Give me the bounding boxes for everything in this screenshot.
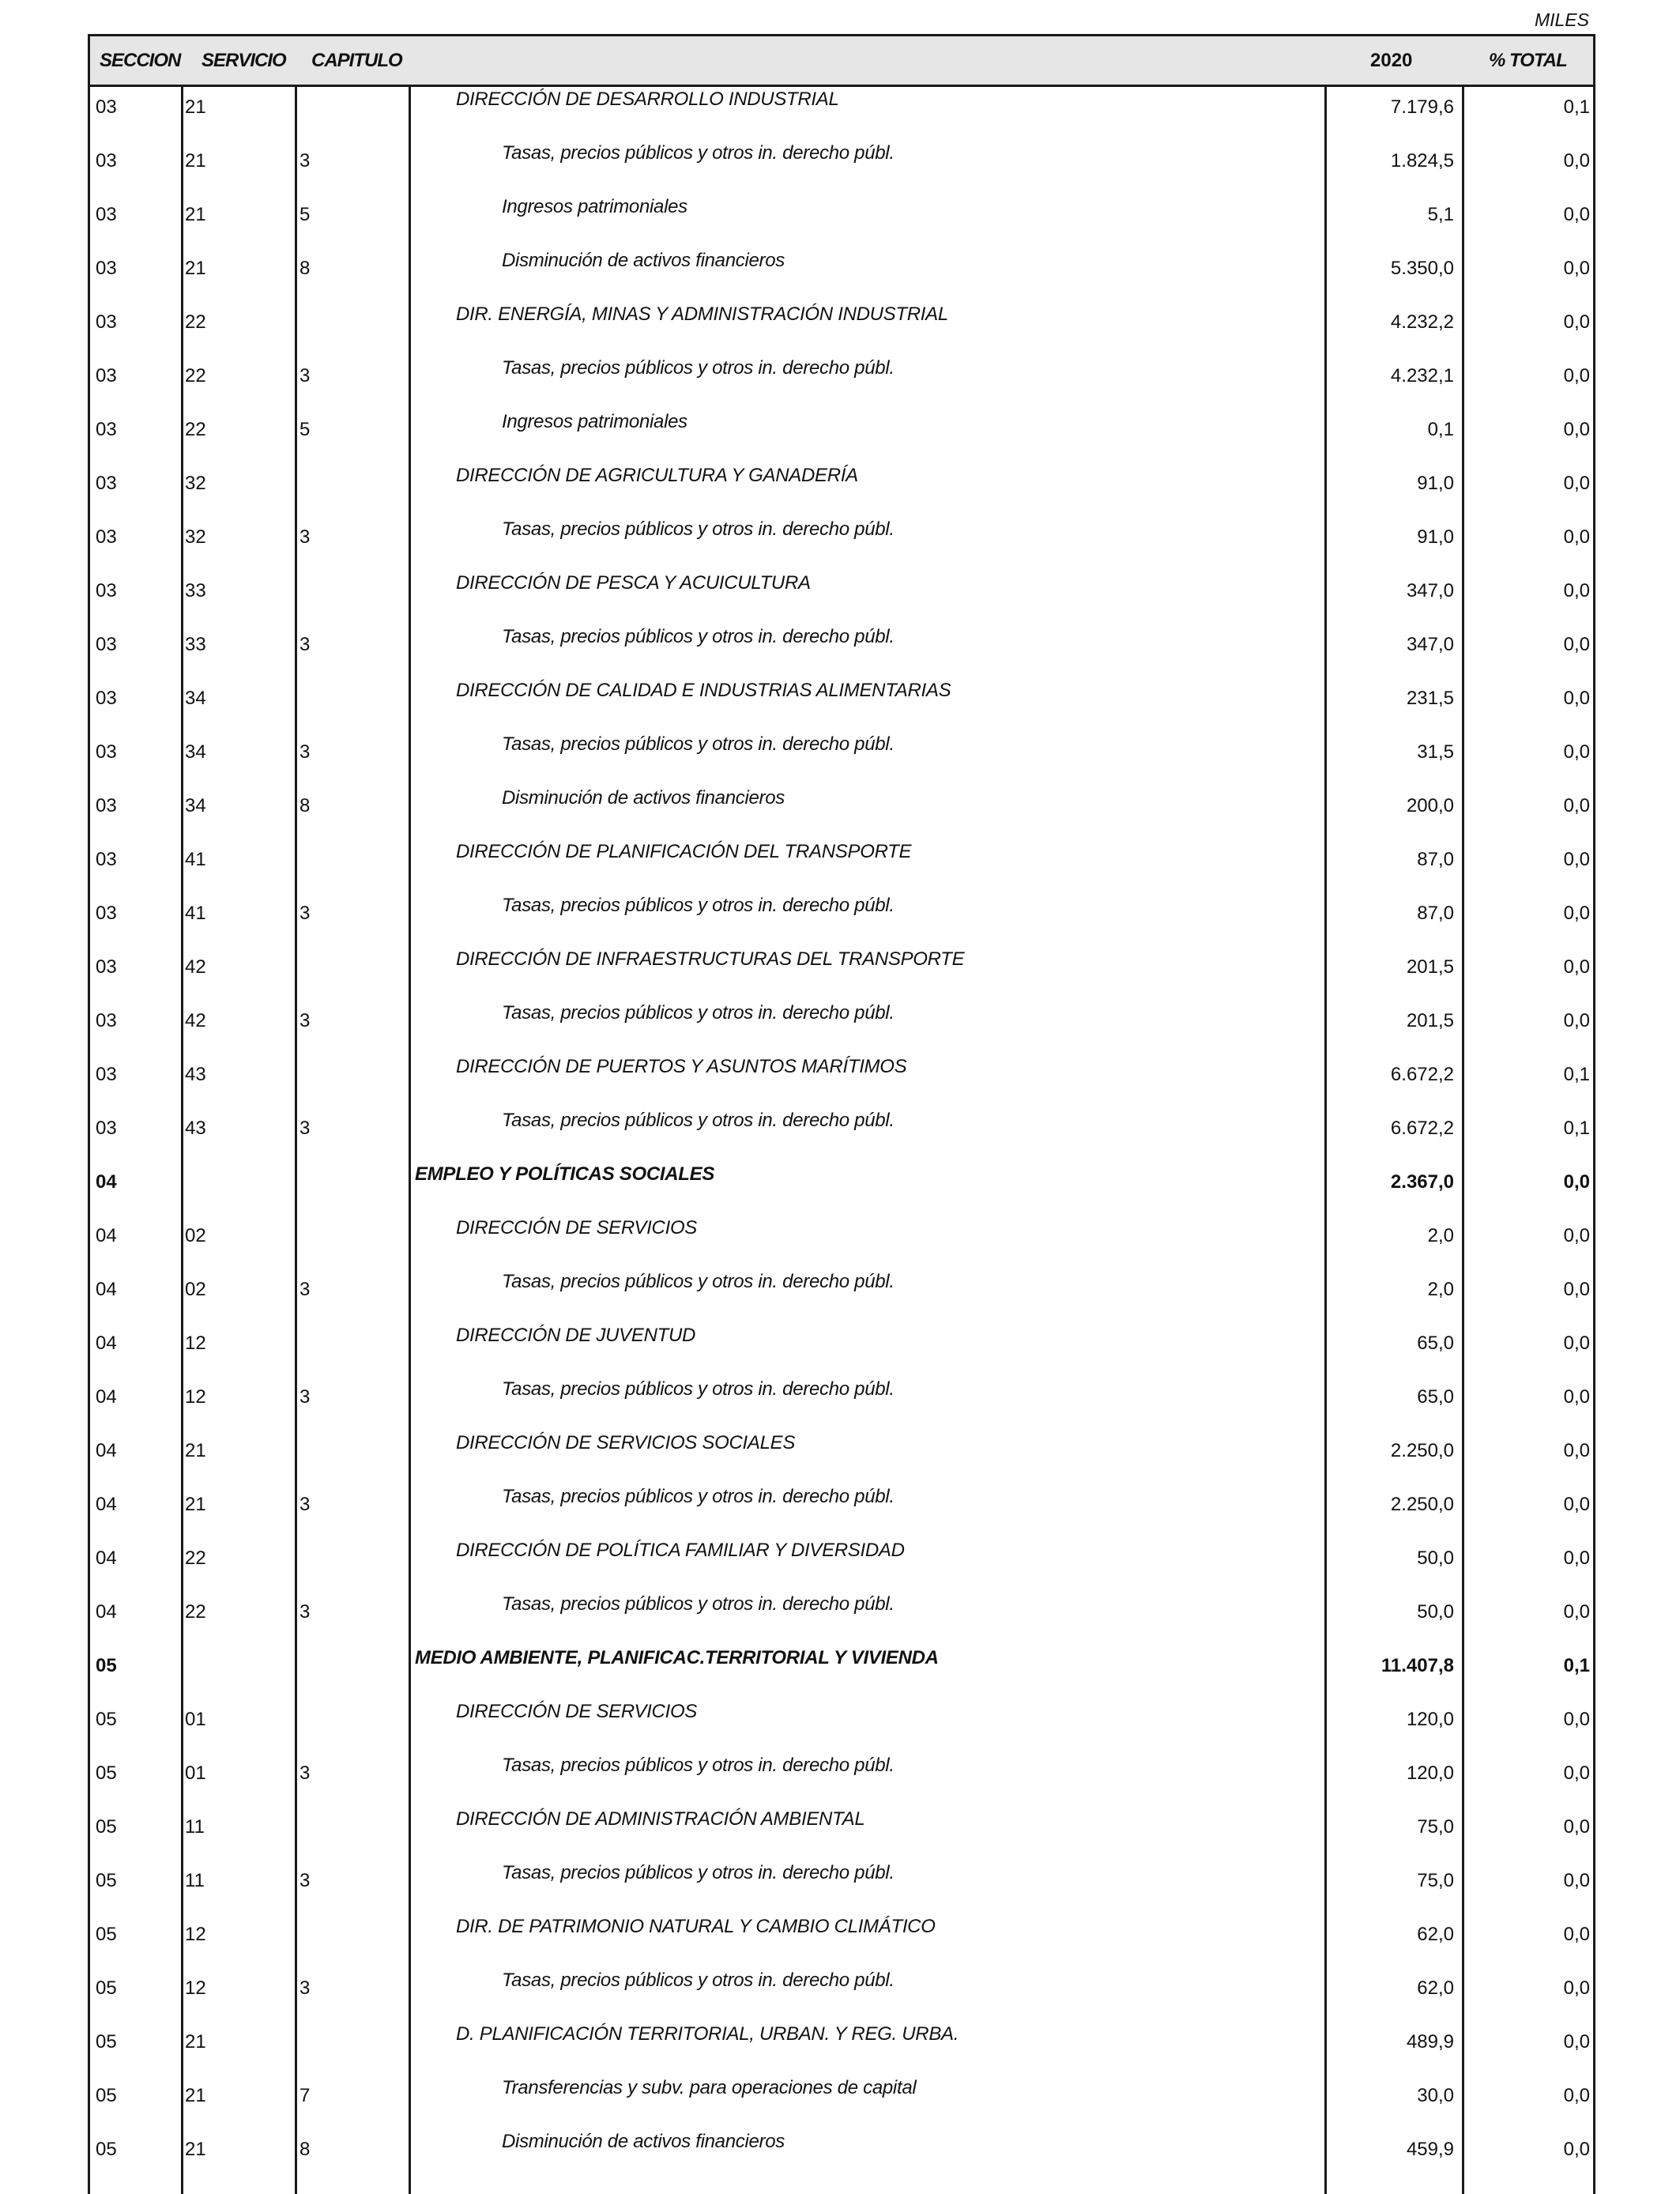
cell-servicio: 21 bbox=[185, 258, 206, 279]
cell-amount: 11.407,8 bbox=[1381, 1655, 1454, 1676]
cell-pct-total: 0,0 bbox=[1563, 1762, 1590, 1784]
header-seccion: SECCION bbox=[100, 50, 181, 71]
cell-amount: 30,0 bbox=[1417, 2085, 1454, 2106]
table-row bbox=[90, 893, 1593, 947]
cell-description: EMPLEO Y POLÍTICAS SOCIALES bbox=[415, 1163, 715, 1185]
cell-servicio: 42 bbox=[185, 956, 206, 978]
cell-amount: 459,9 bbox=[1406, 2139, 1454, 2160]
cell-amount: 5,1 bbox=[1427, 204, 1454, 225]
cell-seccion: 03 bbox=[96, 634, 117, 655]
table-row bbox=[90, 1054, 1593, 1108]
cell-servicio: 21 bbox=[185, 150, 206, 172]
cell-amount: 65,0 bbox=[1417, 1386, 1454, 1408]
cell-description: Tasas, precios públicos y otros in. derecho públ. bbox=[502, 1862, 895, 1883]
cell-capitulo: 5 bbox=[299, 419, 311, 440]
cell-description: Tasas, precios públicos y otros in. derecho públ. bbox=[502, 1002, 895, 1023]
cell-pct-total: 0,0 bbox=[1563, 1601, 1590, 1623]
cell-servicio: 22 bbox=[185, 311, 206, 333]
cell-servicio: 21 bbox=[185, 96, 206, 118]
cell-servicio: 33 bbox=[185, 634, 206, 655]
table-row bbox=[90, 1431, 1593, 1484]
cell-seccion: 04 bbox=[96, 1333, 117, 1354]
cell-amount: 201,5 bbox=[1406, 1010, 1454, 1031]
table-row bbox=[90, 1968, 1593, 2022]
cell-amount: 231,5 bbox=[1406, 688, 1454, 709]
cell-amount: 2,0 bbox=[1427, 1279, 1454, 1300]
cell-servicio: 02 bbox=[185, 1279, 206, 1300]
table-row bbox=[90, 1592, 1593, 1646]
cell-seccion: 03 bbox=[96, 473, 117, 494]
table-row bbox=[90, 1323, 1593, 1377]
cell-servicio: 22 bbox=[185, 419, 206, 440]
cell-servicio: 32 bbox=[185, 526, 206, 548]
cell-capitulo: 3 bbox=[299, 1977, 311, 1999]
cell-capitulo: 8 bbox=[299, 258, 311, 279]
cell-seccion: 03 bbox=[96, 741, 117, 763]
cell-capitulo: 3 bbox=[299, 1494, 311, 1515]
cell-servicio: 22 bbox=[185, 1601, 206, 1623]
cell-description: Tasas, precios públicos y otros in. derecho públ. bbox=[502, 1378, 895, 1400]
cell-pct-total: 0,0 bbox=[1563, 526, 1590, 548]
table-row bbox=[90, 839, 1593, 893]
cell-servicio: 21 bbox=[185, 2031, 206, 2053]
cell-pct-total: 0,0 bbox=[1563, 688, 1590, 709]
cell-capitulo: 8 bbox=[299, 795, 311, 816]
cell-capitulo: 3 bbox=[299, 1601, 311, 1623]
cell-description: Ingresos patrimoniales bbox=[502, 411, 687, 432]
cell-amount: 62,0 bbox=[1417, 1924, 1454, 1945]
table-row bbox=[90, 571, 1593, 624]
table-row bbox=[90, 302, 1593, 356]
cell-seccion: 03 bbox=[96, 956, 117, 978]
cell-seccion: 04 bbox=[96, 1279, 117, 1300]
cell-pct-total: 0,0 bbox=[1563, 1547, 1590, 1569]
table-body bbox=[90, 87, 1593, 2183]
table-row bbox=[90, 1108, 1593, 1162]
cell-servicio: 01 bbox=[185, 1709, 206, 1730]
cell-amount: 7.179,6 bbox=[1390, 96, 1454, 118]
cell-pct-total: 0,0 bbox=[1563, 956, 1590, 978]
cell-pct-total: 0,0 bbox=[1563, 1977, 1590, 1999]
cell-servicio: 34 bbox=[185, 795, 206, 816]
cell-seccion: 04 bbox=[96, 1494, 117, 1515]
cell-amount: 201,5 bbox=[1406, 956, 1454, 978]
cell-seccion: 03 bbox=[96, 795, 117, 816]
cell-pct-total: 0,0 bbox=[1563, 2139, 1590, 2160]
table-row bbox=[90, 786, 1593, 839]
cell-description: Tasas, precios públicos y otros in. derecho públ. bbox=[502, 895, 895, 916]
cell-pct-total: 0,0 bbox=[1563, 1816, 1590, 1838]
cell-seccion: 05 bbox=[96, 1977, 117, 1999]
cell-seccion: 05 bbox=[96, 1762, 117, 1784]
cell-servicio: 22 bbox=[185, 365, 206, 386]
cell-description: DIRECCIÓN DE INFRAESTRUCTURAS DEL TRANSPORTE bbox=[456, 948, 965, 970]
cell-seccion: 03 bbox=[96, 526, 117, 548]
cell-pct-total: 0,0 bbox=[1563, 204, 1590, 225]
cell-amount: 2,0 bbox=[1427, 1225, 1454, 1246]
table-row bbox=[90, 1699, 1593, 1753]
cell-capitulo: 3 bbox=[299, 903, 311, 924]
cell-description: MEDIO AMBIENTE, PLANIFICAC.TERRITORIAL Y VIVIENDA bbox=[415, 1647, 939, 1668]
cell-pct-total: 0,0 bbox=[1563, 419, 1590, 440]
table-row bbox=[90, 624, 1593, 678]
table-row bbox=[90, 517, 1593, 571]
cell-seccion: 03 bbox=[96, 580, 117, 601]
cell-servicio: 42 bbox=[185, 1010, 206, 1031]
cell-amount: 0,1 bbox=[1427, 419, 1454, 440]
cell-description: Tasas, precios públicos y otros in. derecho públ. bbox=[502, 626, 895, 647]
cell-description: Tasas, precios públicos y otros in. derecho públ. bbox=[502, 733, 895, 755]
table-row bbox=[90, 1377, 1593, 1431]
cell-amount: 2.250,0 bbox=[1390, 1494, 1454, 1515]
table-row bbox=[90, 1538, 1593, 1592]
cell-description: DIR. DE PATRIMONIO NATURAL Y CAMBIO CLIMÁTICO bbox=[456, 1916, 936, 1937]
cell-capitulo: 3 bbox=[299, 526, 311, 548]
cell-capitulo: 7 bbox=[299, 2085, 311, 2106]
table-row bbox=[90, 1860, 1593, 1914]
cell-servicio: 43 bbox=[185, 1064, 206, 1085]
cell-pct-total: 0,1 bbox=[1563, 1064, 1590, 1085]
cell-seccion: 03 bbox=[96, 96, 117, 118]
table-row bbox=[90, 1269, 1593, 1323]
cell-amount: 91,0 bbox=[1417, 526, 1454, 548]
table-row bbox=[90, 463, 1593, 517]
cell-servicio: 41 bbox=[185, 849, 206, 870]
cell-description: Tasas, precios públicos y otros in. derecho públ. bbox=[502, 357, 895, 379]
table-row bbox=[90, 1807, 1593, 1860]
cell-capitulo: 3 bbox=[299, 1118, 311, 1139]
table-header bbox=[90, 36, 1593, 87]
cell-servicio: 11 bbox=[185, 1870, 205, 1891]
cell-servicio: 12 bbox=[185, 1386, 206, 1408]
cell-amount: 50,0 bbox=[1417, 1547, 1454, 1569]
cell-servicio: 22 bbox=[185, 1547, 206, 1569]
cell-description: D. PLANIFICACIÓN TERRITORIAL, URBAN. Y REG. URBA. bbox=[456, 2023, 959, 2045]
cell-pct-total: 0,0 bbox=[1563, 473, 1590, 494]
cell-amount: 347,0 bbox=[1406, 580, 1454, 601]
table-row bbox=[90, 248, 1593, 302]
cell-description: DIR. ENERGÍA, MINAS Y ADMINISTRACIÓN INDUSTRIAL bbox=[456, 303, 948, 325]
cell-servicio: 02 bbox=[185, 1225, 206, 1246]
cell-description: Tasas, precios públicos y otros in. derecho públ. bbox=[502, 1110, 895, 1131]
cell-description: DIRECCIÓN DE JUVENTUD bbox=[456, 1325, 696, 1346]
cell-pct-total: 0,0 bbox=[1563, 795, 1590, 816]
cell-seccion: 04 bbox=[96, 1386, 117, 1408]
cell-pct-total: 0,0 bbox=[1563, 2085, 1590, 2106]
cell-seccion: 03 bbox=[96, 419, 117, 440]
table-row bbox=[90, 1646, 1593, 1699]
table-row bbox=[90, 1216, 1593, 1269]
cell-amount: 62,0 bbox=[1417, 1977, 1454, 1999]
cell-pct-total: 0,0 bbox=[1563, 1225, 1590, 1246]
cell-servicio: 21 bbox=[185, 1494, 206, 1515]
cell-amount: 4.232,1 bbox=[1390, 365, 1454, 386]
cell-description: DIRECCIÓN DE SERVICIOS SOCIALES bbox=[456, 1432, 796, 1453]
cell-amount: 65,0 bbox=[1417, 1333, 1454, 1354]
budget-table bbox=[88, 34, 1595, 2194]
table-row bbox=[90, 947, 1593, 1001]
cell-amount: 87,0 bbox=[1417, 903, 1454, 924]
cell-description: Disminución de activos financieros bbox=[502, 250, 785, 271]
cell-seccion: 04 bbox=[96, 1440, 117, 1461]
cell-seccion: 04 bbox=[96, 1171, 117, 1193]
cell-amount: 31,5 bbox=[1417, 741, 1454, 763]
cell-servicio: 21 bbox=[185, 204, 206, 225]
cell-description: Tasas, precios públicos y otros in. derecho públ. bbox=[502, 1486, 895, 1507]
cell-seccion: 05 bbox=[96, 1709, 117, 1730]
cell-servicio: 34 bbox=[185, 741, 206, 763]
cell-description: DIRECCIÓN DE PESCA Y ACUICULTURA bbox=[456, 572, 811, 594]
cell-pct-total: 0,0 bbox=[1563, 1709, 1590, 1730]
cell-capitulo: 3 bbox=[299, 365, 311, 386]
cell-amount: 489,9 bbox=[1406, 2031, 1454, 2053]
cell-seccion: 03 bbox=[96, 311, 117, 333]
cell-amount: 75,0 bbox=[1417, 1870, 1454, 1891]
table-row bbox=[90, 2075, 1593, 2129]
cell-description: Tasas, precios públicos y otros in. derecho públ. bbox=[502, 1755, 895, 1776]
cell-servicio: 21 bbox=[185, 2085, 206, 2106]
cell-capitulo: 3 bbox=[299, 741, 311, 763]
cell-pct-total: 0,0 bbox=[1563, 741, 1590, 763]
table-row bbox=[90, 1001, 1593, 1054]
cell-capitulo: 3 bbox=[299, 1870, 311, 1891]
cell-pct-total: 0,0 bbox=[1563, 849, 1590, 870]
cell-pct-total: 0,0 bbox=[1563, 1279, 1590, 1300]
cell-description: Disminución de activos financieros bbox=[502, 2131, 785, 2152]
cell-seccion: 03 bbox=[96, 365, 117, 386]
cell-amount: 50,0 bbox=[1417, 1601, 1454, 1623]
cell-amount: 2.250,0 bbox=[1390, 1440, 1454, 1461]
cell-seccion: 03 bbox=[96, 1064, 117, 1085]
cell-pct-total: 0,0 bbox=[1563, 1440, 1590, 1461]
table-row bbox=[90, 678, 1593, 732]
cell-seccion: 03 bbox=[96, 1118, 117, 1139]
cell-amount: 75,0 bbox=[1417, 1816, 1454, 1838]
cell-description: Tasas, precios públicos y otros in. derecho públ. bbox=[502, 1970, 895, 1991]
cell-pct-total: 0,1 bbox=[1563, 1118, 1590, 1139]
table-row bbox=[90, 141, 1593, 194]
cell-servicio: 12 bbox=[185, 1924, 206, 1945]
header-capitulo: CAPITULO bbox=[311, 50, 402, 71]
cell-amount: 1.824,5 bbox=[1390, 150, 1454, 172]
table-row bbox=[90, 732, 1593, 786]
header-pct-total: % TOTAL bbox=[1489, 50, 1567, 71]
header-servicio: SERVICIO bbox=[202, 50, 286, 71]
table-row bbox=[90, 194, 1593, 248]
cell-seccion: 03 bbox=[96, 258, 117, 279]
cell-seccion: 05 bbox=[96, 1924, 117, 1945]
cell-seccion: 05 bbox=[96, 1870, 117, 1891]
cell-description: Disminución de activos financieros bbox=[502, 787, 785, 809]
cell-seccion: 05 bbox=[96, 1816, 117, 1838]
cell-servicio: 21 bbox=[185, 2139, 206, 2160]
cell-description: Transferencias y subv. para operaciones de capital bbox=[502, 2077, 917, 2098]
cell-pct-total: 0,1 bbox=[1563, 96, 1590, 118]
cell-description: DIRECCIÓN DE PLANIFICACIÓN DEL TRANSPORTE bbox=[456, 841, 912, 862]
table-row bbox=[90, 87, 1593, 141]
table-row bbox=[90, 1914, 1593, 1968]
cell-description: Tasas, precios públicos y otros in. derecho públ. bbox=[502, 142, 895, 164]
cell-pct-total: 0,0 bbox=[1563, 1870, 1590, 1891]
cell-pct-total: 0,0 bbox=[1563, 1494, 1590, 1515]
cell-pct-total: 0,0 bbox=[1563, 1386, 1590, 1408]
cell-servicio: 01 bbox=[185, 1762, 206, 1784]
cell-description: DIRECCIÓN DE SERVICIOS bbox=[456, 1217, 698, 1238]
cell-description: DIRECCIÓN DE POLÍTICA FAMILIAR Y DIVERSIDAD bbox=[456, 1540, 905, 1561]
cell-pct-total: 0,0 bbox=[1563, 365, 1590, 386]
cell-servicio: 33 bbox=[185, 580, 206, 601]
cell-description: Tasas, precios públicos y otros in. derecho públ. bbox=[502, 1271, 895, 1292]
cell-description: DIRECCIÓN DE ADMINISTRACIÓN AMBIENTAL bbox=[456, 1808, 865, 1830]
cell-pct-total: 0,0 bbox=[1563, 1333, 1590, 1354]
cell-seccion: 04 bbox=[96, 1601, 117, 1623]
cell-servicio: 43 bbox=[185, 1118, 206, 1139]
cell-seccion: 03 bbox=[96, 204, 117, 225]
cell-seccion: 05 bbox=[96, 2085, 117, 2106]
cell-pct-total: 0,0 bbox=[1563, 258, 1590, 279]
cell-description: DIRECCIÓN DE CALIDAD E INDUSTRIAS ALIMENTARIAS bbox=[456, 680, 951, 701]
header-year: 2020 bbox=[1370, 50, 1413, 71]
cell-amount: 4.232,2 bbox=[1390, 311, 1454, 333]
cell-amount: 91,0 bbox=[1417, 473, 1454, 494]
cell-servicio: 12 bbox=[185, 1333, 206, 1354]
cell-description: DIRECCIÓN DE PUERTOS Y ASUNTOS MARÍTIMOS bbox=[456, 1056, 907, 1077]
cell-description: Ingresos patrimoniales bbox=[502, 196, 687, 217]
table-row bbox=[90, 2129, 1593, 2183]
cell-description: DIRECCIÓN DE AGRICULTURA Y GANADERÍA bbox=[456, 465, 858, 486]
cell-seccion: 04 bbox=[96, 1225, 117, 1246]
table-row bbox=[90, 1753, 1593, 1807]
units-label: MILES bbox=[1534, 9, 1589, 30]
cell-amount: 6.672,2 bbox=[1390, 1064, 1454, 1085]
table-row bbox=[90, 356, 1593, 409]
cell-pct-total: 0,0 bbox=[1563, 2031, 1590, 2053]
cell-amount: 5.350,0 bbox=[1390, 258, 1454, 279]
cell-capitulo: 5 bbox=[299, 204, 311, 225]
cell-capitulo: 3 bbox=[299, 150, 311, 172]
cell-amount: 347,0 bbox=[1406, 634, 1454, 655]
cell-capitulo: 3 bbox=[299, 1279, 311, 1300]
table-row bbox=[90, 2022, 1593, 2075]
cell-seccion: 03 bbox=[96, 688, 117, 709]
table-row bbox=[90, 409, 1593, 463]
table-row bbox=[90, 1162, 1593, 1216]
cell-pct-total: 0,1 bbox=[1563, 1655, 1590, 1676]
cell-servicio: 12 bbox=[185, 1977, 206, 1999]
cell-pct-total: 0,0 bbox=[1563, 311, 1590, 333]
cell-capitulo: 3 bbox=[299, 1010, 311, 1031]
cell-pct-total: 0,0 bbox=[1563, 1924, 1590, 1945]
cell-servicio: 11 bbox=[185, 1816, 205, 1838]
cell-capitulo: 8 bbox=[299, 2139, 311, 2160]
cell-capitulo: 3 bbox=[299, 1762, 311, 1784]
cell-amount: 120,0 bbox=[1406, 1762, 1454, 1784]
cell-pct-total: 0,0 bbox=[1563, 634, 1590, 655]
cell-description: DIRECCIÓN DE DESARROLLO INDUSTRIAL bbox=[456, 89, 839, 110]
cell-capitulo: 3 bbox=[299, 634, 311, 655]
table-row bbox=[90, 1484, 1593, 1538]
cell-seccion: 05 bbox=[96, 1655, 117, 1676]
cell-amount: 120,0 bbox=[1406, 1709, 1454, 1730]
cell-servicio: 41 bbox=[185, 903, 206, 924]
cell-pct-total: 0,0 bbox=[1563, 1171, 1590, 1193]
cell-seccion: 03 bbox=[96, 903, 117, 924]
cell-capitulo: 3 bbox=[299, 1386, 311, 1408]
cell-amount: 2.367,0 bbox=[1390, 1171, 1454, 1193]
cell-description: Tasas, precios públicos y otros in. derecho públ. bbox=[502, 518, 895, 540]
cell-description: DIRECCIÓN DE SERVICIOS bbox=[456, 1701, 698, 1722]
cell-seccion: 05 bbox=[96, 2031, 117, 2053]
cell-amount: 6.672,2 bbox=[1390, 1118, 1454, 1139]
cell-amount: 200,0 bbox=[1406, 795, 1454, 816]
cell-description: Tasas, precios públicos y otros in. derecho públ. bbox=[502, 1593, 895, 1615]
cell-seccion: 03 bbox=[96, 150, 117, 172]
cell-pct-total: 0,0 bbox=[1563, 903, 1590, 924]
cell-pct-total: 0,0 bbox=[1563, 150, 1590, 172]
cell-servicio: 34 bbox=[185, 688, 206, 709]
cell-pct-total: 0,0 bbox=[1563, 1010, 1590, 1031]
cell-seccion: 05 bbox=[96, 2139, 117, 2160]
cell-servicio: 21 bbox=[185, 1440, 206, 1461]
cell-seccion: 03 bbox=[96, 1010, 117, 1031]
cell-servicio: 32 bbox=[185, 473, 206, 494]
cell-pct-total: 0,0 bbox=[1563, 580, 1590, 601]
cell-seccion: 04 bbox=[96, 1547, 117, 1569]
cell-seccion: 03 bbox=[96, 849, 117, 870]
cell-amount: 87,0 bbox=[1417, 849, 1454, 870]
